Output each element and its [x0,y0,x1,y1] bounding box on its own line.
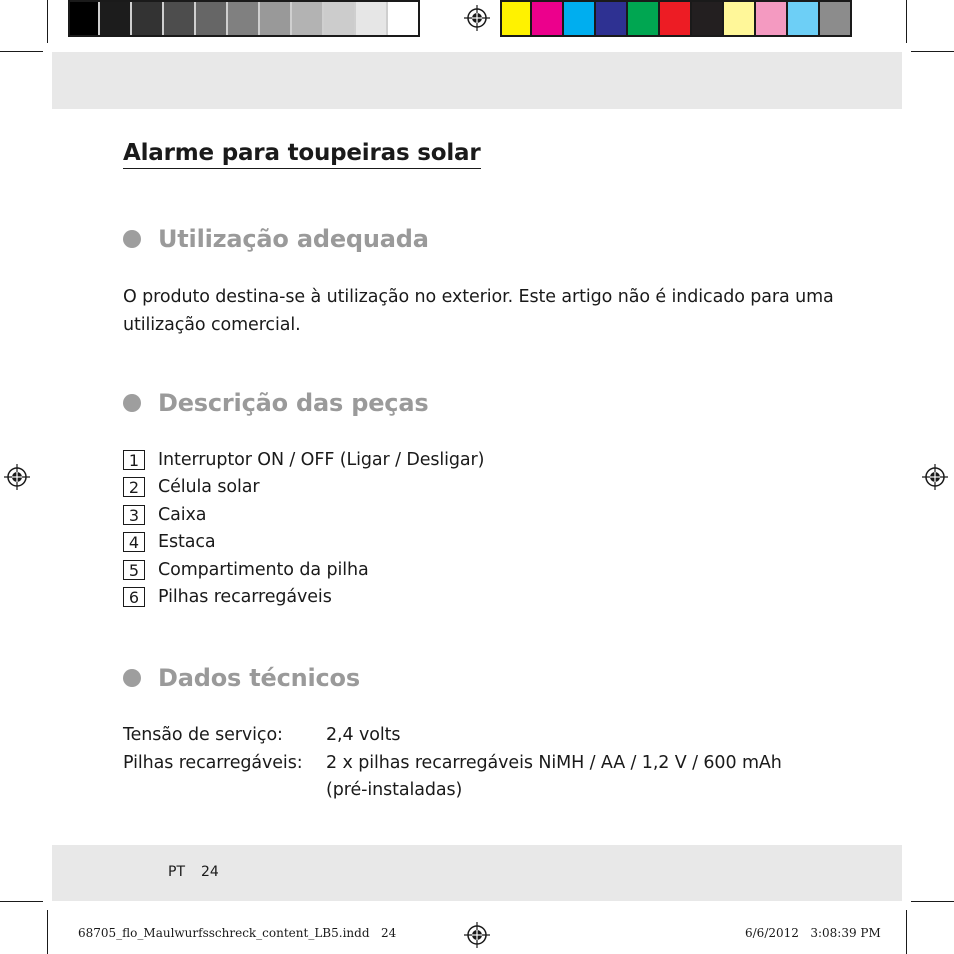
gray-swatch-2 [100,2,132,35]
spec-value: 2 x pilhas recarregáveis NiMH / AA / 1,2 V / 600 mAh [326,752,782,773]
bullet-icon [123,669,141,687]
spec-value: (pré-instaladas) [326,780,463,800]
crop-mark-bottom-right-h [911,901,954,902]
color-swatch-8 [724,2,756,35]
section-heading-tech [123,664,360,692]
part-label: Célula solar [158,477,260,498]
crop-mark-bottom-right-v [906,910,907,954]
gray-swatch-1 [68,2,100,35]
registration-mark-icon [922,464,948,490]
part-label: Estaca [158,532,216,553]
gray-swatch-8 [292,2,324,35]
gray-swatch-11 [388,2,420,35]
gray-swatch-7 [260,2,292,35]
bullet-icon [123,394,141,412]
list-item [123,446,484,474]
color-swatch-7 [692,2,724,35]
slug-filename: 68705_flo_Maulwurfsschreck_content_LB5.indd 24 [78,926,397,940]
color-swatch-9 [756,2,788,35]
section-heading-intended-use [123,225,429,253]
part-number: 2 [123,477,145,497]
gray-swatch-6 [228,2,260,35]
tech-specs [123,722,826,805]
part-label: Compartimento da pilha [158,559,369,580]
color-swatch-5 [628,2,660,35]
part-number: 1 [123,450,145,470]
intended-use-paragraph: O produto destina-se à utilização no exterior. Este artigo não é indicado para uma utilização comercial. [123,287,834,335]
gray-swatch-9 [324,2,356,35]
gray-swatch-10 [356,2,388,35]
crop-mark-top-right-h [911,51,954,52]
part-number: 3 [123,505,145,525]
page-number: 24 [201,864,219,880]
page-title: Alarme para toupeiras solar [123,140,481,169]
crop-mark-top-right-v [906,0,907,43]
slug-date: 6/6/2012 3:08:39 PM [745,926,881,940]
part-label: Pilhas recarregáveis [158,587,332,608]
spec-label: Tensão de serviço: [123,725,283,745]
list-item [123,501,484,529]
list-item [123,556,484,584]
list-item [123,474,484,502]
parts-list [123,446,484,611]
table-row [123,750,826,778]
color-swatch-4 [596,2,628,35]
registration-mark-icon [4,464,30,490]
registration-mark-icon [464,5,490,31]
color-swatch-1 [500,2,532,35]
part-number: 4 [123,532,145,552]
color-swatch-6 [660,2,692,35]
crop-mark-top-left-v [47,0,48,43]
crop-mark-top-left-h [0,51,43,52]
heading-text: Utilização adequada [158,225,429,253]
crop-mark-bottom-left-h [0,901,43,902]
spec-label: Pilhas recarregáveis: [123,752,303,773]
footer-language: PT [168,864,185,880]
spec-label [123,777,326,805]
table-row [123,722,826,750]
part-number: 6 [123,587,145,607]
gray-swatch-5 [196,2,228,35]
heading-text: Descrição das peças [158,389,429,417]
part-label: Caixa [158,504,207,525]
part-number: 5 [123,560,145,580]
process-color-bar [500,0,852,37]
list-item [123,584,484,612]
color-swatch-11 [820,2,852,35]
heading-text: Dados técnicos [158,664,360,692]
gray-swatch-bar [68,0,420,37]
color-swatch-3 [564,2,596,35]
part-label: Interruptor ON / OFF (Ligar / Desligar) [158,449,485,470]
table-row [123,777,826,805]
gray-swatch-4 [164,2,196,35]
gray-swatch-3 [132,2,164,35]
registration-mark-icon [464,922,490,948]
color-swatch-10 [788,2,820,35]
section-heading-parts [123,389,428,417]
color-swatch-2 [532,2,564,35]
header-band [52,52,902,109]
spec-value: 2,4 volts [326,725,401,745]
list-item [123,529,484,557]
bullet-icon [123,230,141,248]
crop-mark-bottom-left-v [47,910,48,954]
